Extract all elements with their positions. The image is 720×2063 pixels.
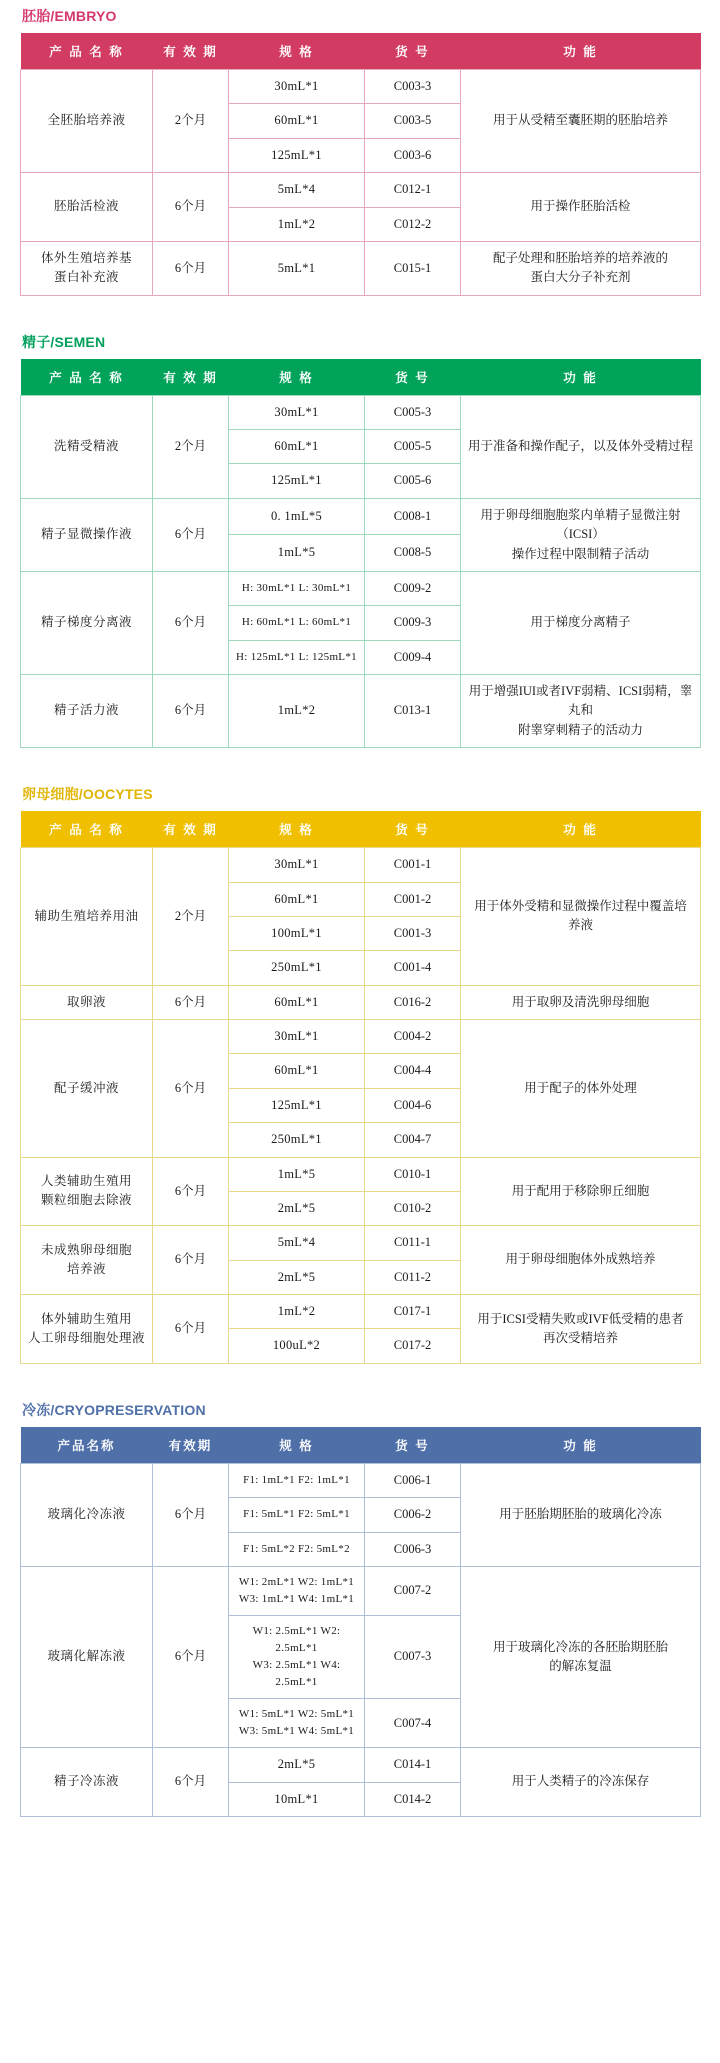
cell-code: C012-1 (365, 173, 461, 207)
table-row (21, 848, 701, 882)
cell-function: 用于配用于移除卵丘细胞 (461, 1157, 701, 1226)
table-row (21, 571, 701, 605)
cell-code: C015-1 (365, 241, 461, 295)
cell-expiry: 2个月 (153, 848, 229, 986)
column-header: 产 品 名 称 (21, 33, 153, 70)
cell-code: C005-3 (365, 395, 461, 429)
column-header: 功 能 (461, 359, 701, 396)
cell-code: C016-2 (365, 985, 461, 1019)
cell-spec: 250mL*1 (229, 1123, 365, 1157)
cell-code: C008-5 (365, 535, 461, 572)
cell-spec: 1mL*5 (229, 535, 365, 572)
cell-code: C001-3 (365, 916, 461, 950)
cell-spec: 5mL*4 (229, 1226, 365, 1260)
cell-function: 用于卵母细胞体外成熟培养 (461, 1226, 701, 1295)
cell-code: C005-5 (365, 430, 461, 464)
cell-expiry: 6个月 (153, 675, 229, 748)
cell-product-name: 体外生殖培养基 蛋白补充液 (21, 241, 153, 295)
column-header: 产 品 名 称 (21, 359, 153, 396)
cell-product-name: 精子活力液 (21, 675, 153, 748)
cell-function: 用于从受精至囊胚期的胚胎培养 (461, 70, 701, 173)
column-header: 规 格 (229, 811, 365, 848)
cell-spec: H: 60mL*1 L: 60mL*1 (229, 606, 365, 640)
section-oocytes (20, 778, 700, 1364)
cell-spec: 60mL*1 (229, 985, 365, 1019)
cell-spec: F1: 5mL*2 F2: 5mL*2 (229, 1532, 365, 1566)
cell-code: C017-1 (365, 1295, 461, 1329)
table-row (21, 395, 701, 429)
cell-function: 用于取卵及清洗卵母细胞 (461, 985, 701, 1019)
cell-code: C001-4 (365, 951, 461, 985)
cell-function: 配子处理和胚胎培养的培养液的 蛋白大分子补充剂 (461, 241, 701, 295)
column-header: 功 能 (461, 811, 701, 848)
cell-code: C010-1 (365, 1157, 461, 1191)
cell-spec: 1mL*5 (229, 1157, 365, 1191)
cell-product-name: 洗精受精液 (21, 395, 153, 498)
cell-product-name: 胚胎活检液 (21, 173, 153, 242)
table-head-oocytes (21, 811, 701, 848)
cell-expiry: 6个月 (153, 241, 229, 295)
cell-code: C001-1 (365, 848, 461, 882)
section-title-cryo: 冷冻/CRYOPRESERVATION (22, 1401, 206, 1418)
cell-spec: 30mL*1 (229, 395, 365, 429)
table-body-embryo (21, 70, 701, 296)
cell-spec: 1mL*2 (229, 1295, 365, 1329)
cell-spec: 2mL*5 (229, 1191, 365, 1225)
cell-spec: F1: 5mL*1 F2: 5mL*1 (229, 1498, 365, 1532)
cell-product-name: 全胚胎培养液 (21, 70, 153, 173)
cell-code: C005-6 (365, 464, 461, 498)
cell-expiry: 2个月 (153, 395, 229, 498)
cell-expiry: 6个月 (153, 1157, 229, 1226)
section-title-embryo: 胚胎/EMBRYO (22, 8, 117, 24)
cell-function: 用于体外受精和显微操作过程中覆盖培 养液 (461, 848, 701, 986)
column-header: 货 号 (365, 359, 461, 396)
cell-code: C006-3 (365, 1532, 461, 1566)
cell-expiry: 6个月 (153, 985, 229, 1019)
cell-spec: 125mL*1 (229, 1088, 365, 1122)
table-head-embryo (21, 33, 701, 70)
cell-expiry: 6个月 (153, 1748, 229, 1817)
column-header: 有 效 期 (153, 359, 229, 396)
cell-spec: 125mL*1 (229, 464, 365, 498)
cell-code: C007-4 (365, 1699, 461, 1748)
cell-code: C003-6 (365, 138, 461, 172)
cell-code: C004-6 (365, 1088, 461, 1122)
cell-code: C004-4 (365, 1054, 461, 1088)
cell-product-name: 辅助生殖培养用油 (21, 848, 153, 986)
table-row (21, 985, 701, 1019)
column-header: 有 效 期 (153, 33, 229, 70)
cell-expiry: 6个月 (153, 1226, 229, 1295)
column-header: 有 效 期 (153, 811, 229, 848)
table-row (21, 675, 701, 748)
cell-spec: H: 30mL*1 L: 30mL*1 (229, 571, 365, 605)
cell-spec: 10mL*1 (229, 1782, 365, 1816)
cell-spec: 125mL*1 (229, 138, 365, 172)
section-title-semen: 精子/SEMEN (22, 333, 106, 350)
table-row (21, 173, 701, 207)
column-header: 货 号 (365, 33, 461, 70)
section-embryo (20, 0, 700, 296)
cell-spec: 0. 1mL*5 (229, 498, 365, 535)
cell-code: C003-5 (365, 104, 461, 138)
table-body-oocytes (21, 848, 701, 1364)
header-row (21, 811, 701, 848)
cell-spec: 100mL*1 (229, 916, 365, 950)
cell-spec: 250mL*1 (229, 951, 365, 985)
cell-code: C012-2 (365, 207, 461, 241)
cell-code: C010-2 (365, 1191, 461, 1225)
header-row (21, 1427, 701, 1464)
table-row (21, 1463, 701, 1497)
table-row (21, 70, 701, 104)
cell-product-name: 精子显微操作液 (21, 498, 153, 571)
cell-spec: F1: 1mL*1 F2: 1mL*1 (229, 1463, 365, 1497)
cell-expiry: 6个月 (153, 1020, 229, 1158)
product-table-embryo (20, 33, 701, 296)
cell-expiry: 6个月 (153, 571, 229, 674)
cell-product-name: 精子冷冻液 (21, 1748, 153, 1817)
section-title-oocytes: 卵母细胞/OOCYTES (22, 786, 153, 803)
cell-spec: 5mL*4 (229, 173, 365, 207)
cell-product-name: 精子梯度分离液 (21, 571, 153, 674)
table-row (21, 241, 701, 295)
cell-expiry: 6个月 (153, 498, 229, 571)
cell-code: C014-2 (365, 1782, 461, 1816)
cell-function: 用于梯度分离精子 (461, 571, 701, 674)
cell-spec: 30mL*1 (229, 1020, 365, 1054)
column-header: 货 号 (365, 1427, 461, 1464)
cell-function: 用于增强IUI或者IVF弱精、ICSI弱精，睾丸和 附睾穿刺精子的活动力 (461, 675, 701, 748)
cell-product-name: 体外辅助生殖用 人工卵母细胞处理液 (21, 1295, 153, 1364)
cell-function: 用于卵母细胞胞浆内单精子显微注射（ICSI） 操作过程中限制精子活动 (461, 498, 701, 571)
product-table-oocytes (20, 811, 701, 1364)
table-row (21, 1020, 701, 1054)
header-row (21, 33, 701, 70)
table-row (21, 1157, 701, 1191)
cell-code: C011-2 (365, 1260, 461, 1294)
cell-expiry: 6个月 (153, 1463, 229, 1566)
table-head-cryo (21, 1427, 701, 1464)
column-header: 功 能 (461, 1427, 701, 1464)
cell-function: 用于操作胚胎活检 (461, 173, 701, 242)
cell-code: C011-1 (365, 1226, 461, 1260)
cell-product-name: 人类辅助生殖用 颗粒细胞去除液 (21, 1157, 153, 1226)
table-row (21, 498, 701, 535)
cell-spec: 2mL*5 (229, 1748, 365, 1782)
cell-spec: 60mL*1 (229, 430, 365, 464)
cell-spec: 5mL*1 (229, 241, 365, 295)
table-body-cryo (21, 1463, 701, 1816)
table-head-semen (21, 359, 701, 396)
product-table-cryo (20, 1427, 701, 1817)
cell-function: 用于人类精子的冷冻保存 (461, 1748, 701, 1817)
cell-spec: W1: 2mL*1 W2: 1mL*1 W3: 1mL*1 W4: 1mL*1 (229, 1566, 365, 1615)
cell-function: 用于胚胎期胚胎的玻璃化冷冻 (461, 1463, 701, 1566)
cell-spec: 1mL*2 (229, 675, 365, 748)
cell-function: 用于准备和操作配子，以及体外受精过程 (461, 395, 701, 498)
column-header: 规 格 (229, 33, 365, 70)
column-header: 产品名称 (21, 1427, 153, 1464)
cell-code: C004-7 (365, 1123, 461, 1157)
column-header: 有效期 (153, 1427, 229, 1464)
cell-code: C009-2 (365, 571, 461, 605)
cell-function: 用于ICSI受精失败或IVF低受精的患者 再次受精培养 (461, 1295, 701, 1364)
table-body-semen (21, 395, 701, 748)
table-row (21, 1295, 701, 1329)
cell-expiry: 6个月 (153, 1566, 229, 1747)
cell-spec: 30mL*1 (229, 848, 365, 882)
cell-function: 用于配子的体外处理 (461, 1020, 701, 1158)
cell-expiry: 6个月 (153, 173, 229, 242)
cell-code: C013-1 (365, 675, 461, 748)
cell-product-name: 取卵液 (21, 985, 153, 1019)
table-row (21, 1226, 701, 1260)
cell-code: C006-2 (365, 1498, 461, 1532)
header-row (21, 359, 701, 396)
cell-code: C004-2 (365, 1020, 461, 1054)
cell-spec: 60mL*1 (229, 882, 365, 916)
cell-code: C008-1 (365, 498, 461, 535)
cell-function: 用于玻璃化冷冻的各胚胎期胚胎 的解冻复温 (461, 1566, 701, 1747)
cell-code: C014-1 (365, 1748, 461, 1782)
product-table-semen (20, 359, 701, 749)
cell-code: C009-4 (365, 640, 461, 674)
section-semen (20, 326, 700, 749)
section-cryo (20, 1394, 700, 1817)
cell-code: C006-1 (365, 1463, 461, 1497)
cell-spec: 60mL*1 (229, 1054, 365, 1088)
cell-spec: W1: 5mL*1 W2: 5mL*1 W3: 5mL*1 W4: 5mL*1 (229, 1699, 365, 1748)
cell-expiry: 2个月 (153, 70, 229, 173)
column-header: 产 品 名 称 (21, 811, 153, 848)
cell-product-name: 玻璃化解冻液 (21, 1566, 153, 1747)
cell-code: C001-2 (365, 882, 461, 916)
column-header: 规 格 (229, 359, 365, 396)
cell-code: C007-3 (365, 1615, 461, 1698)
cell-spec: 2mL*5 (229, 1260, 365, 1294)
cell-spec: W1: 2.5mL*1 W2: 2.5mL*1 W3: 2.5mL*1 W4: 2.5mL*1 (229, 1615, 365, 1698)
column-header: 规 格 (229, 1427, 365, 1464)
cell-product-name: 玻璃化冷冻液 (21, 1463, 153, 1566)
cell-code: C017-2 (365, 1329, 461, 1363)
column-header: 货 号 (365, 811, 461, 848)
cell-code: C007-2 (365, 1566, 461, 1615)
cell-code: C009-3 (365, 606, 461, 640)
cell-expiry: 6个月 (153, 1295, 229, 1364)
cell-product-name: 未成熟卵母细胞 培养液 (21, 1226, 153, 1295)
cell-spec: 1mL*2 (229, 207, 365, 241)
table-row (21, 1566, 701, 1615)
cell-spec: 100uL*2 (229, 1329, 365, 1363)
cell-spec: 60mL*1 (229, 104, 365, 138)
cell-spec: H: 125mL*1 L: 125mL*1 (229, 640, 365, 674)
table-row (21, 1748, 701, 1782)
cell-product-name: 配子缓冲液 (21, 1020, 153, 1158)
cell-spec: 30mL*1 (229, 70, 365, 104)
cell-code: C003-3 (365, 70, 461, 104)
column-header: 功 能 (461, 33, 701, 70)
